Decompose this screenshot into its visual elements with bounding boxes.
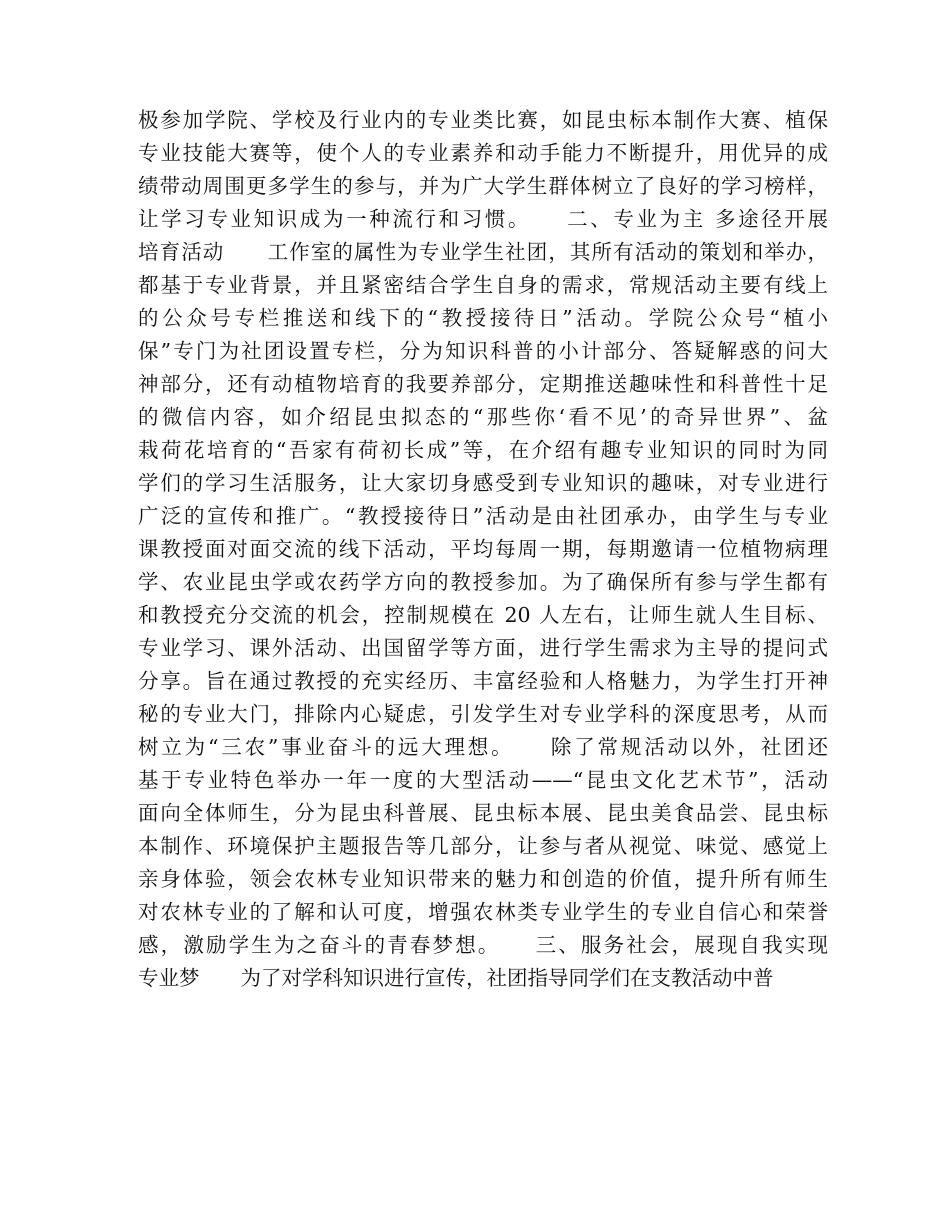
text-line: 的公众号专栏推送和线下的“教授接待日”活动。学院公众号“植小 — [138, 306, 828, 330]
text-line: 神部分，还有动植物培育的我要养部分，定期推送趣味性和科普性十足 — [138, 372, 828, 396]
text-line: 绩带动周围更多学生的参与，并为广大学生群体树立了良好的学习榜样， — [138, 174, 828, 198]
body-text — [138, 104, 828, 995]
text-line: 极参加学院、学校及行业内的专业类比赛，如昆虫标本制作大赛、植保 — [138, 108, 828, 132]
text-line: 培育活动 工作室的属性为专业学生社团，其所有活动的策划和举办， — [138, 240, 828, 264]
text-line: 学们的学习生活服务，让大家切身感受到专业知识的趣味，对专业进行 — [138, 471, 828, 495]
text-line: 让学习专业知识成为一种流行和习惯。 二、专业为主 多途径开展 — [138, 207, 828, 231]
text-line: 面向全体师生，分为昆虫科普展、昆虫标本展、昆虫美食品尝、昆虫标 — [138, 801, 828, 825]
text-line: 都基于专业背景，并且紧密结合学生自身的需求，常规活动主要有线上 — [138, 273, 828, 297]
text-line: 保”专门为社团设置专栏，分为知识科普的小计部分、答疑解惑的问大 — [138, 339, 828, 363]
text-line: 的微信内容，如介绍昆虫拟态的“那些你‘看不见’的奇异世界”、盆 — [138, 405, 828, 429]
text-line: 专业学习、课外活动、出国留学等方面，进行学生需求为主导的提问式 — [138, 636, 828, 660]
text-line: 专业梦 为了对学科知识进行宣传，社团指导同学们在支教活动中普 — [138, 966, 774, 990]
text-line: 基于专业特色举办一年一度的大型活动——“昆虫文化艺术节”，活动 — [138, 768, 828, 792]
text-line: 本制作、环境保护主题报告等几部分，让参与者从视觉、味觉、感觉上 — [138, 834, 828, 858]
text-line: 学、农业昆虫学或农药学方向的教授参加。为了确保所有参与学生都有 — [138, 570, 828, 594]
text-line: 感，激励学生为之奋斗的青春梦想。 三、服务社会，展现自我实现 — [138, 933, 828, 957]
text-line: 对农林专业的了解和认可度，增强农林类专业学生的专业自信心和荣誉 — [138, 900, 828, 924]
text-line: 专业技能大赛等，使个人的专业素养和动手能力不断提升，用优异的成 — [138, 141, 828, 165]
text-line: 栽荷花培育的“吾家有荷初长成”等，在介绍有趣专业知识的同时为同 — [138, 438, 828, 462]
text-line: 课教授面对面交流的线下活动，平均每周一期，每期邀请一位植物病理 — [138, 537, 828, 561]
text-line: 秘的专业大门，排除内心疑虑，引发学生对专业学科的深度思考，从而 — [138, 702, 828, 726]
text-line: 分享。旨在通过教授的充实经历、丰富经验和人格魅力，为学生打开神 — [138, 669, 828, 693]
text-line: 广泛的宣传和推广。“教授接待日”活动是由社团承办，由学生与专业 — [138, 504, 828, 528]
text-line: 和教授充分交流的机会，控制规模在 20 人左右，让师生就人生目标、 — [138, 603, 828, 627]
text-line: 树立为“三农”事业奋斗的远大理想。 除了常规活动以外，社团还 — [138, 735, 828, 759]
text-line: 亲身体验，领会农林专业知识带来的魅力和创造的价值，提升所有师生 — [138, 867, 828, 891]
